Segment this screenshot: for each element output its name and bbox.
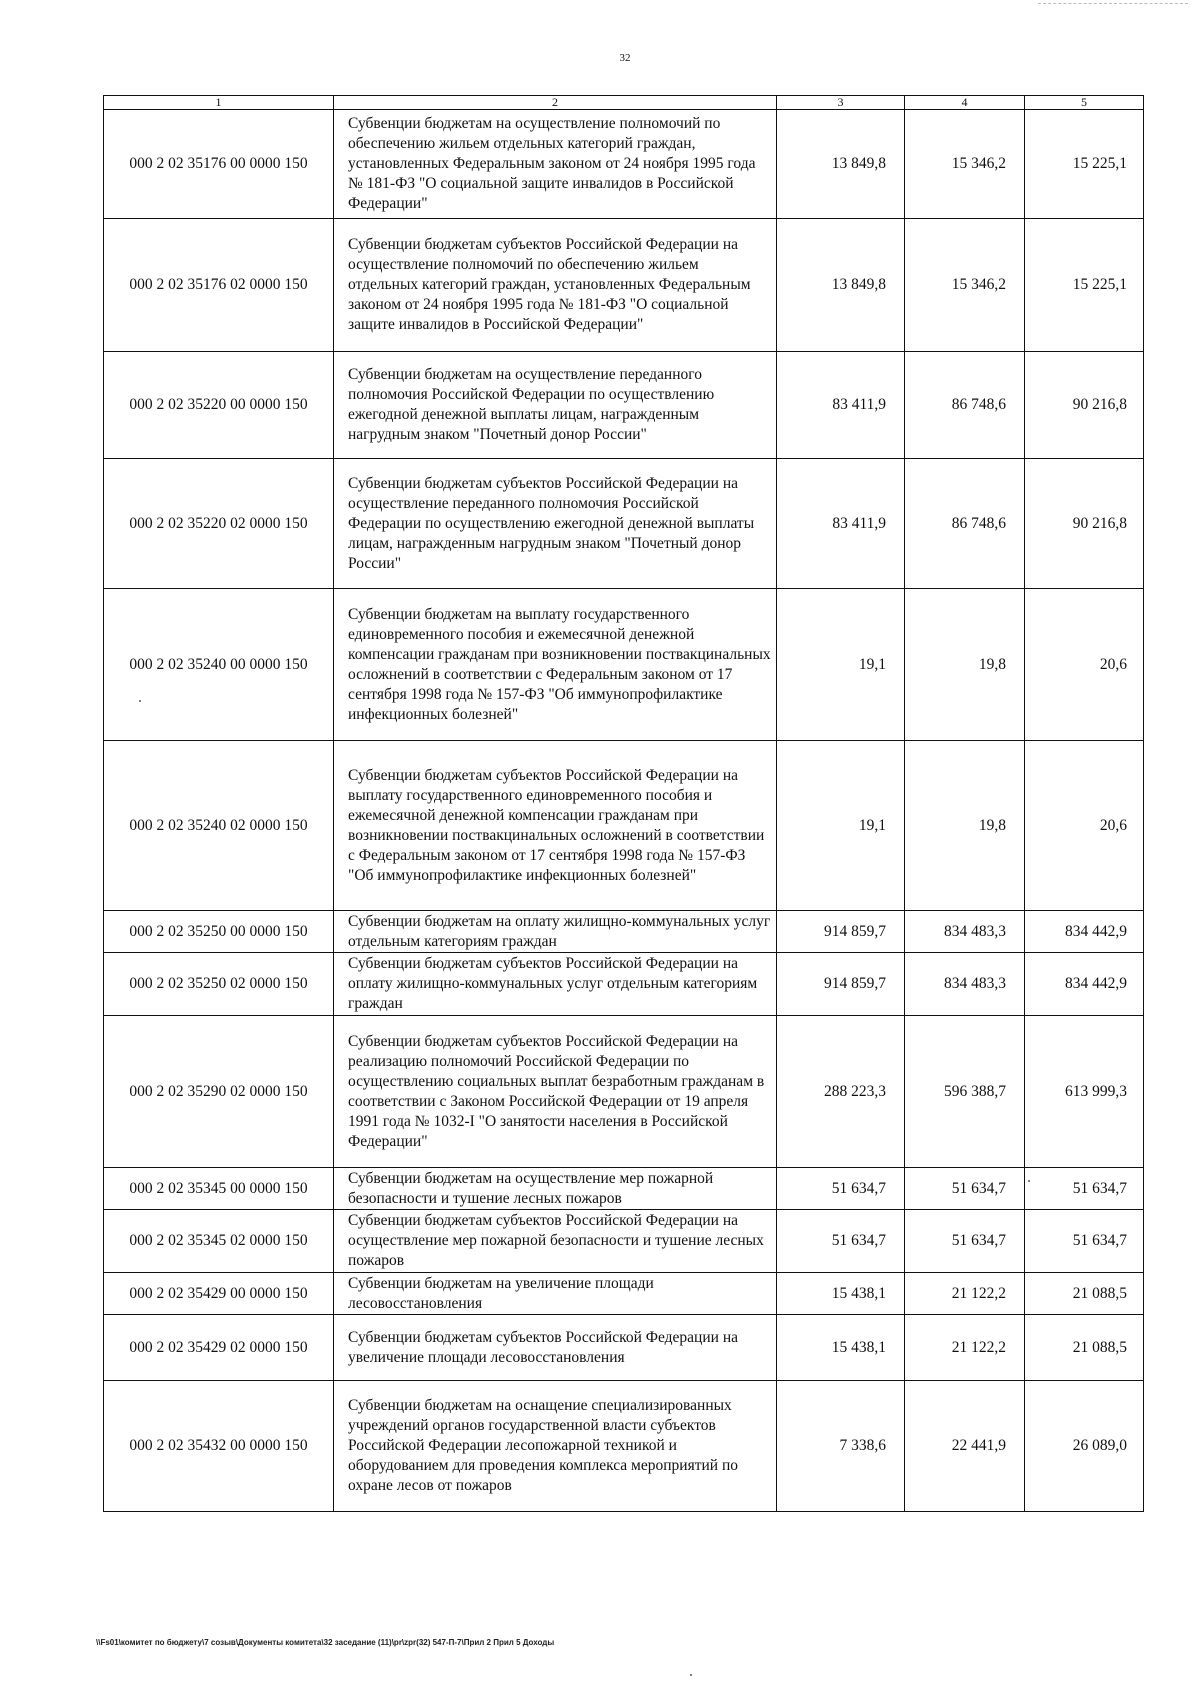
amount-col-4: 15 346,2: [905, 110, 1025, 219]
budget-code: 000 2 02 35250 02 0000 150: [104, 953, 334, 1016]
amount-col-5: 834 442,9: [1025, 911, 1144, 953]
revenue-table: [103, 95, 1144, 1512]
scan-speck: [690, 1674, 692, 1676]
amount-col-4: 19,8: [905, 741, 1025, 911]
income-name: Субвенции бюджетам субъектов Российской Федерации на увеличение площади лесовосстановления: [334, 1315, 777, 1381]
amount-col-3: 19,1: [777, 589, 905, 741]
amount-col-3: 914 859,7: [777, 911, 905, 953]
budget-code: 000 2 02 35290 02 0000 150: [104, 1016, 334, 1168]
income-name: Субвенции бюджетам на выплату государственного единовременного пособия и ежемесячной денежной компенсации гражданам при возникновении поствакцинальных осложнений в соответствии с Федеральным законом от 17 сентября 1998 года № 157-ФЗ "Об иммунопрофилактике инфекционных болезней": [334, 589, 777, 741]
scan-edge-mark: [1038, 3, 1188, 4]
amount-col-3: 83 411,9: [777, 459, 905, 589]
income-name: Субвенции бюджетам субъектов Российской Федерации на реализацию полномочий Российской Федерации по осуществлению социальных выплат безработным гражданам в соответствии с Законом Российской Федерации от 19 апреля 1991 года № 1032-I "О занятости населения в Российской Федерации": [334, 1016, 777, 1168]
budget-code: 000 2 02 35429 00 0000 150: [104, 1273, 334, 1315]
amount-col-4: 834 483,3: [905, 911, 1025, 953]
amount-col-5: 15 225,1: [1025, 219, 1144, 352]
amount-col-4: 19,8: [905, 589, 1025, 741]
income-name: Субвенции бюджетам на осуществление мер пожарной безопасности и тушение лесных пожаров: [334, 1168, 777, 1210]
income-name: Субвенции бюджетам субъектов Российской Федерации на оплату жилищно-коммунальных услуг отдельным категориям граждан: [334, 953, 777, 1016]
budget-code: 000 2 02 35250 00 0000 150: [104, 911, 334, 953]
page-number: 32: [619, 52, 631, 64]
budget-code: 000 2 02 35240 00 0000 150: [104, 589, 334, 741]
amount-col-4: 15 346,2: [905, 219, 1025, 352]
amount-col-4: 21 122,2: [905, 1315, 1025, 1381]
amount-col-5: 15 225,1: [1025, 110, 1144, 219]
income-name: Субвенции бюджетам на увеличение площади лесовосстановления: [334, 1273, 777, 1315]
amount-col-5: 51 634,7: [1025, 1168, 1144, 1210]
income-name: Субвенции бюджетам субъектов Российской Федерации на осуществление полномочий по обеспечению жильем отдельных категорий граждан, установленных Федеральным законом от 24 ноября 1995 года № 181-ФЗ "О социальной защите инвалидов в Российской Федерации": [334, 219, 777, 352]
amount-col-4: 596 388,7: [905, 1016, 1025, 1168]
table-row: [104, 953, 1144, 1016]
amount-col-5: 90 216,8: [1025, 459, 1144, 589]
budget-code: 000 2 02 35345 00 0000 150: [104, 1168, 334, 1210]
table-row: [104, 459, 1144, 589]
amount-col-5: 21 088,5: [1025, 1273, 1144, 1315]
table-row: [104, 1315, 1144, 1381]
table-row: [104, 911, 1144, 953]
budget-code: 000 2 02 35176 02 0000 150: [104, 219, 334, 352]
amount-col-5: 20,6: [1025, 589, 1144, 741]
header-col-4: 4: [905, 96, 1025, 110]
file-path-footer: \\Fs01\комитет по бюджету\7 созыв\Документы комитета\32 заседание (11)\pr\zpr(32) 547-П-7\Прил 2 Прил 5 Доходы: [96, 1638, 555, 1647]
amount-col-3: 288 223,3: [777, 1016, 905, 1168]
table-row: [104, 1210, 1144, 1273]
table-row: [104, 1381, 1144, 1512]
budget-code: 000 2 02 35432 00 0000 150: [104, 1381, 334, 1512]
amount-col-3: 15 438,1: [777, 1315, 905, 1381]
amount-col-3: 914 859,7: [777, 953, 905, 1016]
table-row: [104, 1168, 1144, 1210]
amount-col-5: 613 999,3: [1025, 1016, 1144, 1168]
amount-col-3: 83 411,9: [777, 352, 905, 459]
amount-col-5: 26 089,0: [1025, 1381, 1144, 1512]
table-row: [104, 219, 1144, 352]
amount-col-4: 86 748,6: [905, 459, 1025, 589]
income-name: Субвенции бюджетам на осуществление переданного полномочия Российской Федерации по осуществлению ежегодной денежной выплаты лицам, награжденным нагрудным знаком "Почетный донор России": [334, 352, 777, 459]
income-name: Субвенции бюджетам на осуществление полномочий по обеспечению жильем отдельных категорий граждан, установленных Федеральным законом от 24 ноября 1995 года № 181-ФЗ "О социальной защите инвалидов в Российской Федерации": [334, 110, 777, 219]
income-name: Субвенции бюджетам субъектов Российской Федерации на осуществление мер пожарной безопасности и тушение лесных пожаров: [334, 1210, 777, 1273]
header-col-2: 2: [334, 96, 777, 110]
amount-col-3: 15 438,1: [777, 1273, 905, 1315]
amount-col-5: 20,6: [1025, 741, 1144, 911]
table-row: [104, 589, 1144, 741]
table-row: [104, 110, 1144, 219]
amount-col-4: 22 441,9: [905, 1381, 1025, 1512]
header-col-5: 5: [1025, 96, 1144, 110]
table-row: [104, 1016, 1144, 1168]
amount-col-4: 86 748,6: [905, 352, 1025, 459]
amount-col-5: 51 634,7: [1025, 1210, 1144, 1273]
table-row: [104, 352, 1144, 459]
budget-code: 000 2 02 35240 02 0000 150: [104, 741, 334, 911]
amount-col-4: 834 483,3: [905, 953, 1025, 1016]
budget-code: 000 2 02 35176 00 0000 150: [104, 110, 334, 219]
revenue-table-container: [103, 95, 1143, 1512]
income-name: Субвенции бюджетам субъектов Российской Федерации на осуществление переданного полномочия Российской Федерации по осуществлению ежегодной денежной выплаты лицам, награжденным нагрудным знаком "Почетный донор России": [334, 459, 777, 589]
amount-col-5: 90 216,8: [1025, 352, 1144, 459]
income-name: Субвенции бюджетам на оплату жилищно-коммунальных услуг отдельным категориям граждан: [334, 911, 777, 953]
scan-speck: [139, 700, 141, 702]
table-row: [104, 1273, 1144, 1315]
header-row: [104, 96, 1144, 110]
amount-col-3: 51 634,7: [777, 1210, 905, 1273]
budget-code: 000 2 02 35429 02 0000 150: [104, 1315, 334, 1381]
amount-col-5: 21 088,5: [1025, 1315, 1144, 1381]
income-name: Субвенции бюджетам субъектов Российской Федерации на выплату государственного единовременного пособия и ежемесячной денежной компенсации гражданам при возникновении поствакцинальных осложнений в соответствии с Федеральным законом от 17 сентября 1998 года № 157-ФЗ "Об иммунопрофилактике инфекционных болезней": [334, 741, 777, 911]
header-col-1: 1: [104, 96, 334, 110]
table-row: [104, 741, 1144, 911]
budget-code: 000 2 02 35220 00 0000 150: [104, 352, 334, 459]
amount-col-3: 13 849,8: [777, 219, 905, 352]
scan-speck: [1028, 1180, 1030, 1182]
amount-col-4: 21 122,2: [905, 1273, 1025, 1315]
income-name: Субвенции бюджетам на оснащение специализированных учреждений органов государственной власти субъектов Российской Федерации лесопожарной техникой и оборудованием для проведения комплекса мероприятий по охране лесов от пожаров: [334, 1381, 777, 1512]
budget-code: 000 2 02 35345 02 0000 150: [104, 1210, 334, 1273]
amount-col-3: 51 634,7: [777, 1168, 905, 1210]
amount-col-3: 7 338,6: [777, 1381, 905, 1512]
budget-code: 000 2 02 35220 02 0000 150: [104, 459, 334, 589]
amount-col-3: 13 849,8: [777, 110, 905, 219]
amount-col-4: 51 634,7: [905, 1168, 1025, 1210]
amount-col-4: 51 634,7: [905, 1210, 1025, 1273]
amount-col-3: 19,1: [777, 741, 905, 911]
header-col-3: 3: [777, 96, 905, 110]
amount-col-5: 834 442,9: [1025, 953, 1144, 1016]
